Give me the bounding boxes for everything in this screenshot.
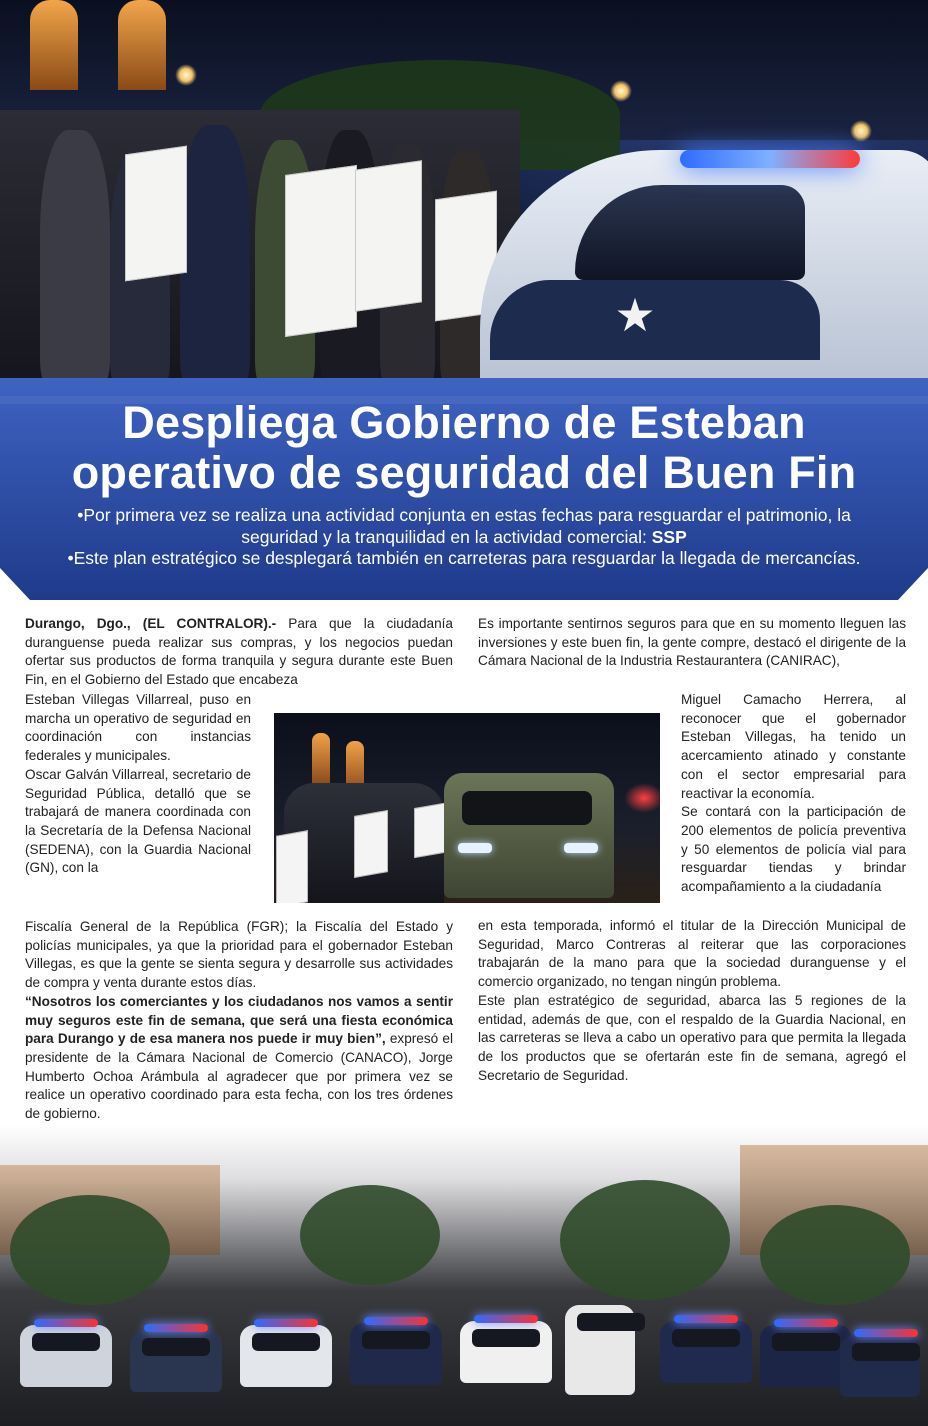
patrol-vehicle	[350, 1323, 442, 1385]
bullet-1-source: SSP	[651, 526, 687, 547]
person	[180, 125, 250, 385]
paragraph-2-cont: Fiscalía General de la República (FGR); la Fiscalía del Estado y policías municipales, ya que la prioridad para el gobernador Esteban Villegas, es que la gente se sienta segura y desarrolle sus actividades de compra y venta durante estos días.	[25, 919, 453, 991]
patrol-vehicle	[840, 1335, 920, 1397]
column-2-top	[478, 615, 906, 671]
patrol-vehicle	[660, 1321, 752, 1383]
bullet-1-text: •Por primera vez se realiza una actividad conjunta en estas fechas para resguardar el patrimonio, la seguridad y la tranquilidad en la actividad comercial:	[77, 505, 851, 547]
tree	[560, 1180, 730, 1300]
cathedral-tower-right	[118, 0, 166, 90]
c2-paragraph-2-cont: en esta temporada, informó el titular de la Dirección Municipal de Seguridad, Marco Contreras al reiterar que las corporaciones trabajarán de la mano para que la sociedad duranguense y el comercio organizado, no tengan ningún problema.	[478, 918, 906, 990]
column-1-wrap	[25, 691, 251, 878]
tree	[10, 1195, 170, 1305]
patrol-vehicle	[760, 1325, 852, 1387]
siren-glow	[624, 783, 660, 813]
c2-paragraph-3: Este plan estratégico de seguridad, abarca las 5 regiones de la entidad, además de que, con el respaldo de la Guardia Nacional, en las carreteras se lleva a cabo un operativo para que permita la llegada de los productos que se ofertarán este fin de semana, agregó el Secretario de Seguridad.	[478, 992, 906, 1083]
street-lamp	[175, 64, 197, 86]
dateline: Durango, Dgo., (EL CONTRALOR).-	[25, 616, 277, 631]
c2-paragraph-2: Se contará con la participación de 200 elementos de policía preventiva y 50 elementos de policía vial para resguardar tiendas y brindar acompañamiento a la ciudadanía	[681, 804, 906, 895]
quote: “Nosotros los comerciantes y los ciudadanos nos vamos a sentir muy seguros este fin de semana, que será una fiesta económica para Durango y de esa manera nos puede ir muy bien”,	[25, 993, 453, 1047]
white-flag	[285, 165, 357, 337]
subheadline-bullets	[60, 505, 868, 570]
headlight	[564, 843, 598, 853]
paragraph-2: Oscar Galván Villarreal, secretario de Seguridad Pública, detalló que se trabajará de manera coordinada con la Secretaría de la Defensa Nacional (SEDENA), con la Guardia Nacional (GN), con la	[25, 766, 251, 876]
headline-line-2: operativo de seguridad del Buen Fin	[71, 447, 857, 498]
hero-photo	[0, 0, 928, 385]
column-2-wrap	[681, 691, 906, 897]
column-1-bottom	[25, 918, 453, 1124]
windshield	[575, 185, 805, 280]
c2-paragraph-1-cont: Miguel Camacho Herrera, al reconocer que el gobernador Esteban Villegas, ha tenido un acercamiento atinado y constante con el sector empresarial para reactivar la economía.	[681, 692, 906, 801]
military-truck	[444, 773, 614, 898]
patrol-car	[480, 150, 928, 385]
bullet-1	[60, 505, 868, 548]
patrol-vehicle	[460, 1321, 552, 1383]
white-flag	[276, 830, 308, 903]
police-star-icon: ★	[614, 289, 656, 341]
patrol-vehicle	[565, 1305, 635, 1395]
patrol-vehicle	[20, 1325, 112, 1387]
c2-paragraph-1: Es importante sentirnos seguros para que en su momento lleguen las inversiones y este buen fin, la gente compre, destacó el dirigente de la Cámara Nacional de la Industria Restaurantera (CANIRAC),	[478, 616, 906, 669]
bottom-photo	[0, 1125, 928, 1426]
tree	[760, 1205, 910, 1305]
inset-photo	[274, 713, 660, 903]
white-flag	[355, 160, 422, 311]
headline	[0, 398, 928, 498]
bullet-2: •Este plan estratégico se desplegará también en carreteras para resguardar la llegada de mercancías.	[67, 548, 861, 568]
paragraph-1-intro: Para que la ciudadanía duranguense pueda realizar sus compras, y los negocios puedan ofertar sus productos de forma tranquila y segura durante este Buen Fin, en el Gobierno del Estado que encabeza	[25, 616, 453, 688]
cathedral-tower-left	[30, 0, 78, 90]
tree	[300, 1185, 440, 1285]
column-1-top	[25, 615, 453, 690]
quote-attribution: expresó el presidente de la Cámara Nacional de Comercio (CANACO), Jorge Humberto Ochoa Arámbula al agradecer que por primera vez se realice un operativo coordinado para esta fecha, con los tres órdenes de gobierno.	[25, 1031, 453, 1122]
paragraph-1-cont: Esteban Villegas Villarreal, puso en marcha un operativo de seguridad en coordinación con instancias federales y municipales.	[25, 692, 251, 764]
patrol-vehicle	[240, 1325, 332, 1387]
column-2-bottom	[478, 917, 906, 1085]
headline-line-1: Despliega Gobierno de Esteban	[122, 397, 806, 448]
person	[40, 130, 110, 385]
white-flag	[354, 810, 388, 878]
siren-lights	[680, 150, 860, 168]
white-flag	[125, 146, 187, 282]
street-lamp	[610, 80, 632, 102]
truck-windshield	[462, 791, 592, 825]
headlight	[458, 843, 492, 853]
patrol-vehicle	[130, 1330, 222, 1392]
street-lamp	[850, 120, 872, 142]
